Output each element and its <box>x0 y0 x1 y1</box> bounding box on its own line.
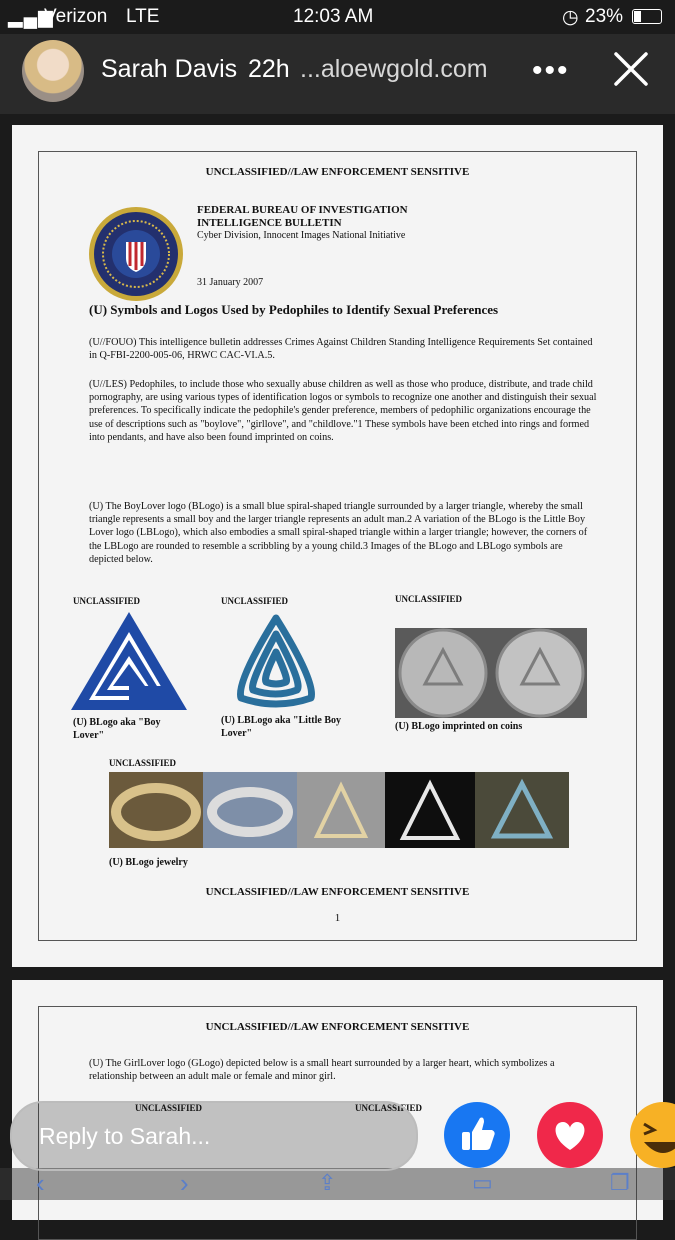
love-reaction-button[interactable] <box>537 1102 603 1168</box>
story-header <box>0 34 675 114</box>
browser-toolbar <box>0 1168 675 1200</box>
unclassified-label: UNCLASSIFIED <box>73 596 141 606</box>
battery-level: 23% <box>585 6 624 27</box>
alarm-icon: ◷ <box>562 7 579 28</box>
battery-icon <box>632 9 662 24</box>
carrier: Verizon <box>44 6 108 27</box>
haha-reaction-button[interactable] <box>630 1102 675 1168</box>
tabs-icon[interactable]: ❐ <box>610 1170 630 1195</box>
classification-header: UNCLASSIFIED//LAW ENFORCEMENT SENSITIVE <box>205 1021 470 1033</box>
blogo-coins-photo <box>395 628 587 718</box>
paragraph-3: (U) The BoyLover logo (BLogo) is a small blue spiral-shaped triangle surrounded by a larger triangle, whereby the small triangle represents a small boy and the larger triangle represents an adult man.2 A variation of the BLogo is the Little Boy Lover logo (LBLogo), which also embodies a small spiral-shaped triangle within a larger triangle; however, the corners of the LBLogo are rounded to resemble a scribbling by a young child.3 Images of the BLogo and LBLogo symbols are depicted below. <box>89 501 588 565</box>
caption-blogo: (U) BLogo aka "Boy Lover" <box>73 717 161 741</box>
unclassified-label: UNCLASSIFIED <box>395 594 463 604</box>
document-frame <box>38 151 637 941</box>
page-number: 1 <box>334 912 341 924</box>
close-icon[interactable] <box>610 48 652 90</box>
reply-input[interactable] <box>10 1101 418 1171</box>
status-bar <box>0 0 675 34</box>
division-name: Cyber Division, Innocent Images National Initiative <box>197 230 406 241</box>
blogo-jewelry-photos <box>109 772 569 848</box>
story-link-url[interactable]: ...aloewgold.com <box>300 55 488 83</box>
caption-jewelry: (U) BLogo jewelry <box>109 857 188 868</box>
unclassified-label: UNCLASSIFIED <box>109 758 177 768</box>
story-user-name[interactable]: Sarah Davis <box>101 55 238 83</box>
document-title: (U) Symbols and Logos Used by Pedophiles to Identify Sexual Preferences <box>89 302 499 317</box>
share-icon[interactable]: ⇪ <box>318 1170 337 1195</box>
network-type: LTE <box>126 6 160 27</box>
signal-icon: ▂▄▆ <box>8 7 54 28</box>
heart-icon <box>537 1102 603 1168</box>
laughing-face-icon <box>630 1102 675 1168</box>
forward-icon[interactable]: › <box>180 1168 189 1198</box>
blogo-symbol-image <box>69 610 189 714</box>
caption-coins: (U) BLogo imprinted on coins <box>395 721 523 732</box>
paragraph-2: (U//LES) Pedophiles, to include those who sexually abuse children as well as those who produce, distribute, and trade child pornography, are using various types of identification logos or symbols to recognize one another and distinguish their sexual preferences. To specifically indicate the pedophile's gender preference, members of pedophilic organizations encourage the use of descriptions such as "boylove", "girllove", and "childlove."1 These symbols have been etched into rings and formed into pendants, and have also been found imprinted on coins. <box>89 379 597 443</box>
lblogo-symbol-image <box>231 612 321 712</box>
unclassified-label: UNCLASSIFIED <box>355 1103 423 1113</box>
like-reaction-button[interactable] <box>444 1102 510 1168</box>
clock: 12:03 AM <box>293 6 374 27</box>
unclassified-label: UNCLASSIFIED <box>221 596 289 606</box>
bulletin-date: 31 January 2007 <box>197 277 264 288</box>
back-icon[interactable]: ‹ <box>36 1168 45 1198</box>
reply-placeholder: Reply to Sarah... <box>39 1123 211 1149</box>
thumbs-up-icon <box>444 1102 510 1168</box>
agency-name: FEDERAL BUREAU OF INVESTIGATION <box>197 204 408 216</box>
unclassified-label: UNCLASSIFIED <box>135 1103 203 1113</box>
caption-lblogo: (U) LBLogo aka "Little Boy Lover" <box>221 715 341 739</box>
bulletin-type: INTELLIGENCE BULLETIN <box>197 217 342 229</box>
fbi-seal-icon <box>88 206 184 302</box>
avatar[interactable] <box>22 40 84 102</box>
paragraph-1: (U//FOUO) This intelligence bulletin addresses Crimes Against Children Standing Intelligence Requirements Set contained in Q-FBI-2200-005-06, HRWC CAC-VI.A.5. <box>89 337 593 362</box>
paragraph-4: (U) The GirlLover logo (GLogo) depicted below is a small heart surrounded by a larger heart, which symbolizes a relationship between an adult male or female and minor girl. <box>89 1058 555 1083</box>
bookmarks-icon[interactable]: ▭ <box>472 1170 493 1195</box>
classification-header: UNCLASSIFIED//LAW ENFORCEMENT SENSITIVE <box>205 166 470 178</box>
story-age: 22h <box>248 55 290 83</box>
document-page-1 <box>12 125 663 967</box>
classification-footer: UNCLASSIFIED//LAW ENFORCEMENT SENSITIVE <box>205 886 470 898</box>
more-options-icon[interactable]: ••• <box>532 54 570 87</box>
